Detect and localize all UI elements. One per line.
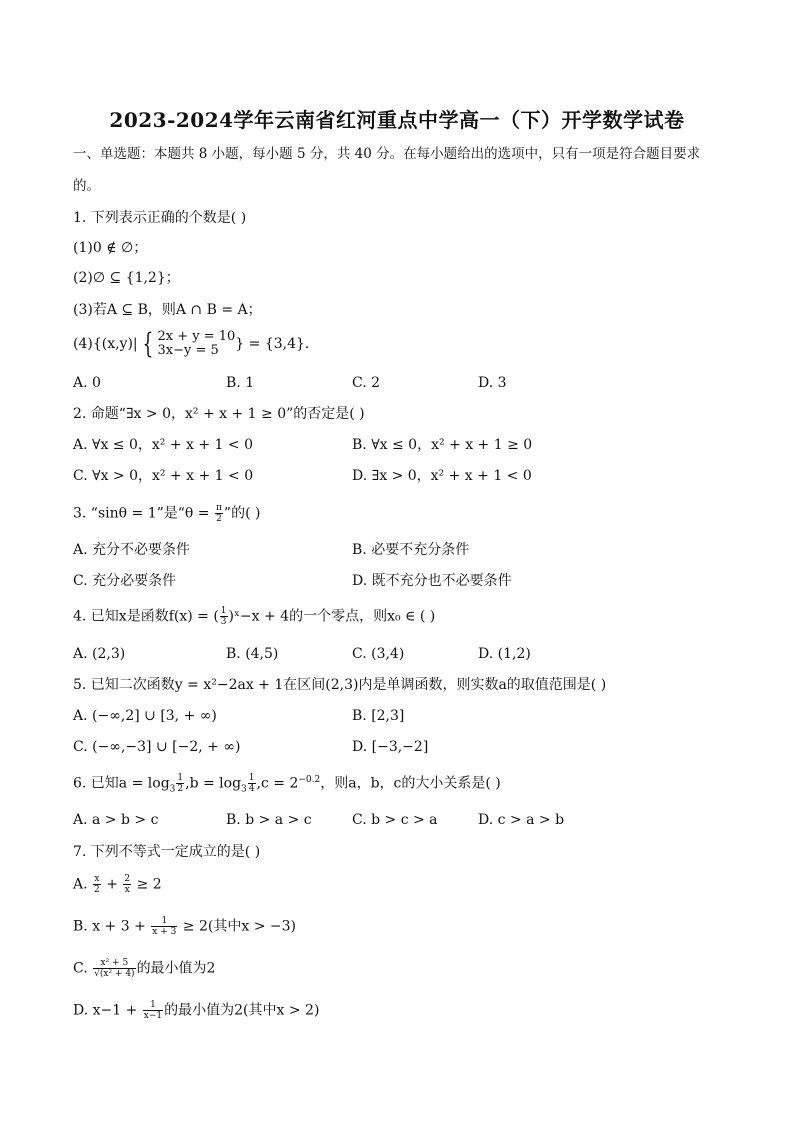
q7-a-tail: ≥ 2 bbox=[132, 876, 162, 893]
question-4-stem bbox=[73, 606, 435, 627]
q2-option-c: C. ∀x > 0，x² + x + 1 < 0 bbox=[73, 468, 254, 484]
q7-a-f2-den: x bbox=[124, 885, 130, 895]
q7-d-den: x−1 bbox=[143, 1011, 163, 1021]
q3-stem-a: 3. “sinθ = 1”是“θ = bbox=[73, 505, 214, 522]
section-heading: 一、单选题：本题共 8 小题，每小题 5 分，共 40 分。在每小题给出的选项中，只有一项是符合题目要求 bbox=[73, 146, 701, 162]
question-1-item-4 bbox=[73, 327, 319, 360]
q7-b-fraction bbox=[151, 916, 177, 937]
q3-frac-num: π bbox=[215, 503, 222, 513]
q7-option-b bbox=[73, 916, 296, 937]
q7-a-f2-num: 2 bbox=[124, 874, 131, 884]
q7-d-prefix: D. x−1 + bbox=[73, 1002, 142, 1019]
q2-option-b: B. ∀x ≤ 0，x² + x + 1 ≥ 0 bbox=[352, 437, 533, 453]
question-1-item-3: (3)若A ⊆ B，则A ∩ B = A； bbox=[73, 302, 262, 318]
q3-option-b: B. 必要不充分条件 bbox=[352, 542, 470, 558]
q7-d-fraction bbox=[143, 1000, 163, 1021]
q4-option-d: D. (1,2) bbox=[478, 646, 531, 662]
item-4-prefix: (4){(x,y)| bbox=[73, 336, 138, 352]
q6-stem-b: ,b = log bbox=[185, 775, 242, 792]
page-title: 2023-2024学年云南省红河重点中学高一（下）开学数学试卷 bbox=[109, 108, 685, 132]
question-5-stem: 5. 已知二次函数y = x²−2ax + 1在区间(2,3)内是单调函数，则实数a的取值范围是( ) bbox=[73, 677, 607, 693]
q7-b-den: x + 3 bbox=[152, 927, 177, 937]
q7-c-num: x² + 5 bbox=[93, 958, 135, 969]
q6-frac2-den: 4 bbox=[248, 784, 255, 795]
q3-option-d: D. 既不充分也不必要条件 bbox=[352, 573, 512, 589]
q4-stem-a: 4. 已知x是函数f(x) = ( bbox=[73, 608, 219, 625]
q3-option-c: C. 充分必要条件 bbox=[73, 573, 177, 589]
q6-option-b: B. b > a > c bbox=[226, 812, 312, 828]
q6-frac2-num: 1 bbox=[248, 773, 255, 784]
q7-a-prefix: A. bbox=[73, 876, 88, 893]
q6-option-d: D. c > a > b bbox=[478, 812, 565, 828]
equation-2: 3x−y = 5 bbox=[157, 343, 219, 358]
brace-glyph: { bbox=[142, 327, 153, 360]
q4-option-c: C. (3,4) bbox=[352, 646, 405, 662]
q7-b-prefix: B. x + 3 + bbox=[73, 918, 151, 935]
equation-system bbox=[157, 330, 235, 358]
q7-d-num: 1 bbox=[143, 1000, 163, 1011]
q4-option-b: B. (4,5) bbox=[226, 646, 279, 662]
question-2-stem: 2. 命题“∃x > 0，x² + x + 1 ≥ 0”的否定是( ) bbox=[73, 406, 365, 422]
q7-a-mid: + bbox=[101, 876, 123, 893]
question-1-stem: 1. 下列表示正确的个数是( ) bbox=[73, 210, 247, 226]
q6-stem-c: ,c = 2 bbox=[256, 775, 299, 792]
q6-fraction-1 bbox=[176, 773, 184, 794]
q5-option-d: D. [−3,−2] bbox=[352, 739, 429, 755]
q7-b-tail: ≥ 2(其中x > −3) bbox=[178, 918, 296, 935]
q7-option-a bbox=[73, 874, 162, 895]
q7-c-fraction bbox=[93, 958, 135, 979]
q3-stem-b: ”的( ) bbox=[223, 505, 261, 522]
q3-option-a: A. 充分不必要条件 bbox=[73, 542, 191, 558]
q7-d-tail: 的最小值为2(其中x > 2) bbox=[164, 1002, 320, 1019]
q4-stem-b: )ˣ−x + 4的一个零点，则x₀ ∈ ( ) bbox=[228, 608, 436, 625]
q6-stem-d: ，则a，b，c的大小关系是( ) bbox=[320, 775, 501, 792]
question-1-item-2: (2)∅ ⊆ {1,2}； bbox=[73, 270, 180, 286]
question-1-item-1: (1)0 ∉ ∅； bbox=[73, 240, 148, 256]
q6-base-1: 3 bbox=[169, 784, 176, 795]
q4-frac-den: 3 bbox=[220, 617, 227, 627]
q4-fraction bbox=[220, 606, 228, 627]
q6-option-a: A. a > b > c bbox=[73, 812, 159, 828]
q1-option-a: A. 0 bbox=[73, 375, 101, 391]
q7-a-fraction-2 bbox=[123, 874, 131, 895]
q7-option-d bbox=[73, 1000, 319, 1021]
q6-frac1-num: 1 bbox=[177, 773, 184, 784]
q4-frac-num: 1 bbox=[220, 606, 227, 616]
q3-frac-den: 2 bbox=[216, 514, 222, 524]
q1-option-d: D. 3 bbox=[478, 375, 507, 391]
q4-option-a: A. (2,3) bbox=[73, 646, 126, 662]
q1-option-c: C. 2 bbox=[352, 375, 381, 391]
item-4-suffix: } = {3,4}． bbox=[235, 336, 319, 352]
q5-option-c: C. (−∞,−3] ∪ [−2, + ∞) bbox=[73, 739, 241, 755]
q7-c-tail: 的最小值为2 bbox=[136, 960, 216, 977]
q2-option-a: A. ∀x ≤ 0，x² + x + 1 < 0 bbox=[73, 437, 254, 453]
q7-b-num: 1 bbox=[151, 916, 177, 927]
q7-a-fraction-1 bbox=[93, 874, 101, 895]
q2-option-d: D. ∃x > 0，x² + x + 1 < 0 bbox=[352, 468, 532, 484]
question-6-stem bbox=[73, 770, 501, 799]
q6-base-2: 3 bbox=[241, 784, 247, 795]
question-3-stem bbox=[73, 503, 260, 524]
q5-option-a: A. (−∞,2] ∪ [3, + ∞) bbox=[73, 708, 217, 724]
q7-c-den: √(x² + 4) bbox=[94, 969, 135, 979]
q5-option-b: B. [2,3] bbox=[352, 708, 405, 724]
q3-fraction bbox=[215, 503, 223, 524]
q7-a-f1-den: 2 bbox=[94, 885, 100, 895]
q7-c-prefix: C. bbox=[73, 960, 88, 977]
q1-option-b: B. 1 bbox=[226, 375, 255, 391]
q6-stem-a: 6. 已知a = log bbox=[73, 775, 170, 792]
q6-exponent: −0.2 bbox=[298, 775, 321, 785]
question-7-stem: 7. 下列不等式一定成立的是( ) bbox=[73, 844, 261, 860]
equation-1: 2x + y = 10 bbox=[157, 329, 236, 344]
section-heading-cont: 的。 bbox=[73, 178, 100, 194]
q7-a-f1-num: x bbox=[94, 874, 100, 884]
q6-option-c: C. b > c > a bbox=[352, 812, 438, 828]
q6-frac1-den: 2 bbox=[177, 784, 184, 795]
q7-option-c bbox=[73, 958, 215, 979]
q6-fraction-2 bbox=[248, 773, 256, 794]
